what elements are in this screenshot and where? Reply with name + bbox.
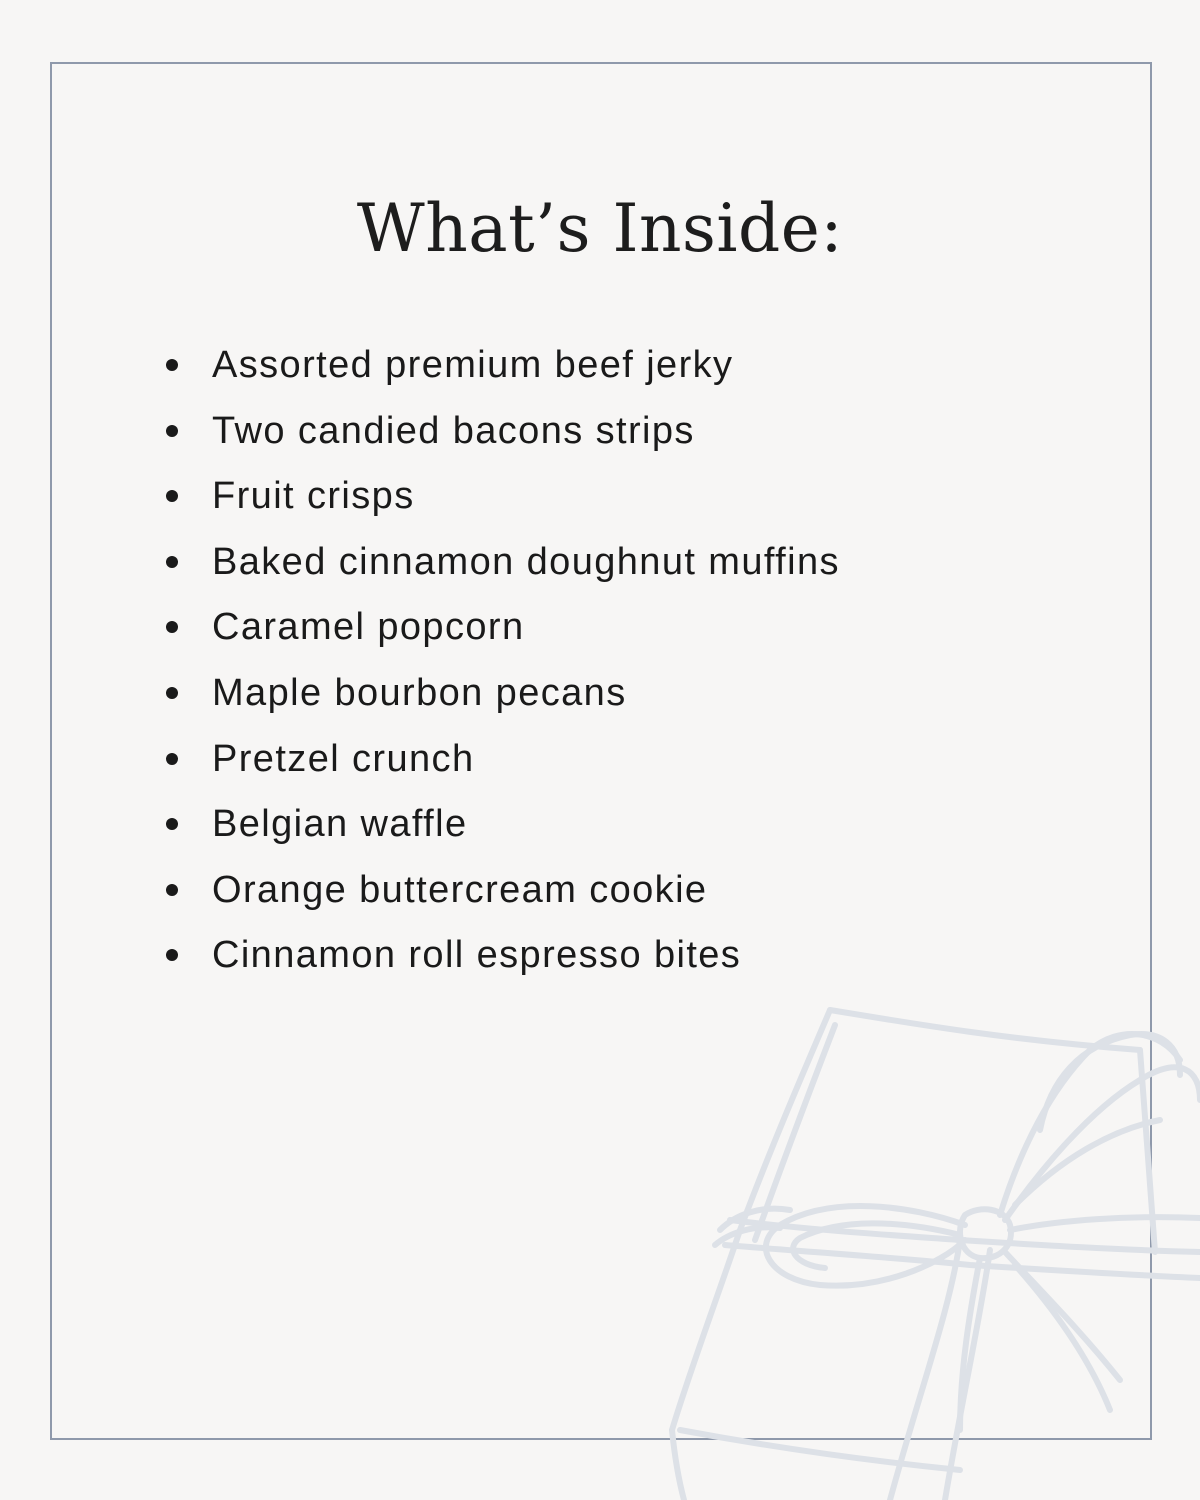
list-item <box>160 596 840 662</box>
list-item-label: Orange buttercream cookie <box>212 868 708 911</box>
list-item <box>160 662 840 728</box>
list-item <box>160 793 840 859</box>
list-item <box>160 728 840 794</box>
list-item-label: Fruit crisps <box>212 475 415 518</box>
list-item <box>160 924 840 990</box>
list-item <box>160 859 840 925</box>
list-item-label: Assorted premium beef jerky <box>212 344 734 386</box>
bullet-icon <box>166 687 178 699</box>
bullet-icon <box>166 949 178 961</box>
bullet-icon <box>166 425 178 437</box>
list-item-label: Pretzel crunch <box>212 737 475 780</box>
list-item <box>160 400 840 466</box>
contents-list <box>160 334 840 990</box>
gift-box-with-bow-icon <box>660 990 1200 1500</box>
list-item-label: Cinnamon roll espresso bites <box>212 934 742 977</box>
page-title: What’s Inside: <box>356 190 844 267</box>
bullet-icon <box>166 884 178 896</box>
bullet-icon <box>166 359 178 371</box>
list-item <box>160 531 840 597</box>
list-item <box>160 465 840 531</box>
list-item-label: Maple bourbon pecans <box>212 671 627 714</box>
list-item-label: Baked cinnamon doughnut muffins <box>212 540 840 583</box>
bullet-icon <box>166 753 178 765</box>
list-item-label: Caramel popcorn <box>212 606 525 649</box>
list-item <box>160 334 840 400</box>
bullet-icon <box>166 621 178 633</box>
bullet-icon <box>166 818 178 830</box>
bullet-icon <box>166 556 178 568</box>
list-item-label: Two candied bacons strips <box>212 409 695 452</box>
list-item-label: Belgian waffle <box>212 803 468 846</box>
bullet-icon <box>166 490 178 502</box>
